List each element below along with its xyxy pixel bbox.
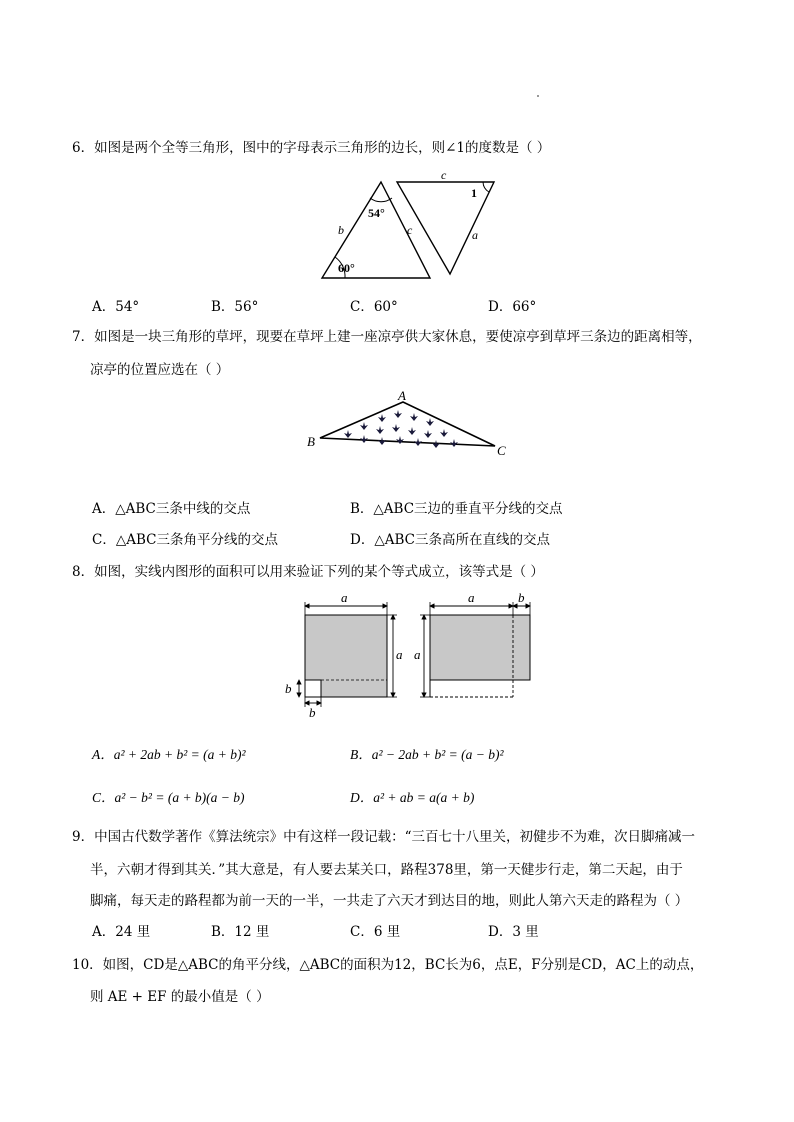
- grass-tuft: [344, 430, 352, 438]
- q6-side-b: b: [338, 223, 344, 237]
- q7-option-b[interactable]: B．△ABC三边的垂直平分线的交点: [350, 501, 563, 517]
- q7-stem-line2: 凉亭的位置应选在（ ）: [90, 362, 230, 378]
- grass-tuft: [376, 426, 384, 434]
- q7-options-row1: [0, 497, 794, 517]
- q7-figure: [300, 388, 520, 458]
- q6-option-d[interactable]: D．66°: [488, 299, 537, 315]
- q8-left-cut-square: [305, 680, 321, 697]
- grass-tuft: [360, 422, 368, 430]
- q9-options: [0, 920, 794, 940]
- q6-option-a[interactable]: A．54°: [92, 299, 140, 315]
- q8-left-a-side: a: [396, 647, 403, 662]
- q8-right-b-top: b: [518, 590, 525, 605]
- q6-stem: 6．如图是两个全等三角形，图中的字母表示三角形的边长，则∠1的度数是（ ）: [72, 140, 551, 156]
- q7-option-d[interactable]: D．△ABC三条高所在直线的交点: [350, 532, 550, 548]
- q8-option-b[interactable]: B．a² − 2ab + b² = (a − b)²: [350, 747, 504, 762]
- q8-options-row2: [0, 786, 794, 808]
- q6-side-c-left: c: [407, 223, 413, 237]
- q7-triangle: [320, 402, 495, 446]
- q7-vertex-c: C: [497, 443, 506, 458]
- q9-option-d[interactable]: D．3 里: [488, 924, 539, 940]
- q8-right-a-top: a: [468, 590, 475, 605]
- q8-left-b-side: b: [285, 681, 292, 696]
- q8-right-a-side: a: [414, 647, 421, 662]
- q7-stem-line1: 7．如图是一块三角形的草坪，现要在草坪上建一座凉亭供大家休息，要使凉亭到草坪三条边的距离相等，: [72, 329, 702, 345]
- q7-option-a[interactable]: A．△ABC三条中线的交点: [92, 501, 251, 517]
- page-dot: [537, 95, 539, 97]
- q6-option-c[interactable]: C．60°: [350, 299, 398, 315]
- q6-angle-top-label: 54°: [368, 206, 385, 220]
- q6-options: [0, 295, 794, 315]
- q8-stem: 8．如图，实线内图形的面积可以用来验证下列的某个等式成立，该等式是（ ）: [72, 564, 544, 580]
- q6-angle-1-label: 1: [471, 186, 477, 200]
- q8-option-c[interactable]: C．a² − b² = (a + b)(a − b): [92, 790, 245, 805]
- q7-options-row2: [0, 528, 794, 548]
- q8-right-gray-rect: [430, 615, 530, 680]
- grass-tuft: [394, 410, 402, 418]
- q8-option-d[interactable]: D．a² + ab = a(a + b): [350, 790, 475, 805]
- grass-tuft: [424, 430, 432, 438]
- grass-tuft: [378, 437, 386, 445]
- grass-tuft: [392, 424, 400, 432]
- q9-option-c[interactable]: C．6 里: [350, 924, 401, 940]
- q7-grass-pattern: [344, 410, 458, 448]
- grass-tuft: [426, 418, 434, 426]
- grass-tuft: [440, 429, 448, 437]
- q9-stem-line2: 半，六朝才得到其关．”其大意是，有人要去某关口，路程378里，第一天健步行走，第二天起，由于: [90, 862, 683, 878]
- q6-option-b[interactable]: B．56°: [211, 299, 259, 315]
- grass-tuft: [360, 435, 368, 443]
- q6-side-c-top: c: [441, 168, 447, 182]
- q6-angle-left-label: 60°: [338, 261, 355, 275]
- q8-options-row1: [0, 743, 794, 765]
- grass-tuft: [410, 413, 418, 421]
- q10-stem-line1: 10．如图，CD是△ABC的角平分线，△ABC的面积为12，BC长为6，点E，F分别是CD，AC上的动点，: [72, 957, 704, 973]
- q8-option-a[interactable]: A．a² + 2ab + b² = (a + b)²: [92, 747, 246, 762]
- q9-option-a[interactable]: A．24 里: [92, 924, 151, 940]
- q6-figure: [315, 168, 500, 283]
- q9-stem-line3: 脚痛，每天走的路程都为前一天的一半，一共走了六天才到达目的地，则此人第六天走的路程为（ ）: [90, 893, 689, 909]
- grass-tuft: [378, 414, 386, 422]
- grass-tuft: [396, 436, 404, 444]
- q8-left-b-bottom: b: [309, 705, 316, 720]
- q7-option-c[interactable]: C．△ABC三条角平分线的交点: [92, 532, 278, 548]
- q7-vertex-b: B: [307, 434, 315, 449]
- q10-stem-line2: 则 AE + EF 的最小值是（ ）: [90, 989, 270, 1005]
- grass-tuft: [432, 440, 440, 448]
- grass-tuft: [408, 427, 416, 435]
- grass-tuft: [450, 439, 458, 447]
- q8-left-a-top: a: [341, 590, 348, 605]
- q6-side-a: a: [472, 228, 478, 242]
- q9-stem-line1: 9．中国古代数学著作《算法统宗》中有这样一段记载：“三百七十八里关，初健步不为难，次日脚痛减一: [72, 829, 695, 845]
- q8-figure: [280, 588, 540, 723]
- q7-vertex-a: A: [398, 388, 406, 403]
- q9-option-b[interactable]: B．12 里: [211, 924, 270, 940]
- grass-tuft: [414, 438, 422, 446]
- q6-angle-arc-1: [483, 182, 489, 192]
